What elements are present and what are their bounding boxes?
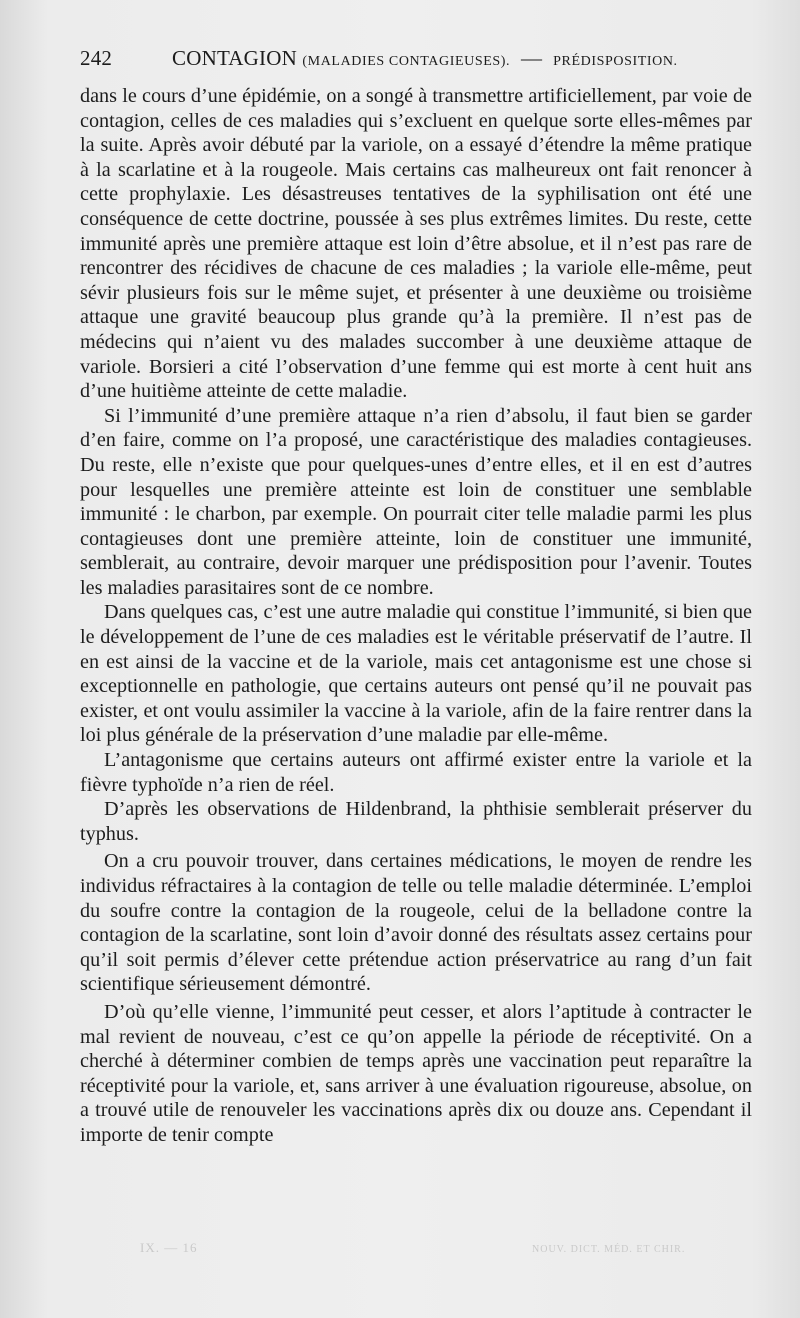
running-header — [80, 46, 752, 76]
paragraph: L’antagonisme que certains auteurs ont affirmé exister entre la variole et la fièvre typhoïde n’a rien de réel. — [80, 749, 752, 796]
title-sub: (MALADIES CONTAGIEUSES). — [302, 54, 511, 69]
section-title: PRÉDISPOSITION. — [553, 54, 678, 69]
title-main: CONTAGION — [172, 46, 297, 70]
paragraph: Dans quelques cas, c’est une autre maladie qui constitue l’immunité, si bien que le développement de l’une de ces maladies est le véritable préservatif de l’autre. Il en est ainsi de la vaccine et de la variole, mais cet antagonisme est une chose si exceptionnelle en pathologie, que certains auteurs ont pensé qu’il ne pouvait pas exister, et ont voulu assimiler la vaccine à la variole, afin de la faire rentrer dans la loi plus générale de la préservation d’une maladie par elle-même. — [80, 601, 752, 747]
running-title — [172, 46, 678, 71]
signature-mark: IX. — 16 — [140, 1240, 198, 1255]
paragraph: D’où qu’elle vienne, l’immunité peut cesser, et alors l’aptitude à contracter le mal revient de nouveau, c’est ce qu’on appelle la période de réceptivité. On a cherché à déterminer combien de temps après une vaccination peut reparaître la réceptivité pour la variole, et, sans arriver à une évaluation rigoureuse, absolue, on a trouvé utile de renouveler les vaccinations après dix ou douze ans. Cependant il importe de tenir compte — [80, 1000, 752, 1146]
publisher-line: NOUV. DICT. MÉD. ET CHIR. — [532, 1244, 686, 1255]
paragraph: Si l’immunité d’une première attaque n’a rien d’absolu, il faut bien se garder d’en faire, comme on l’a proposé, une caractéristique des maladies contagieuses. Du reste, elle n’existe que pour quelques-unes d’entre elles, et il en est d’autres pour lesquelles une première atteinte est loin de constituer une semblable immunité : le charbon, par exemple. On pourrait citer telle maladie parmi les plus contagieuses dont une première atteinte, loin de constituer une immunité, semblerait, au contraire, devoir marquer une prédisposition pour l’avenir. Toutes les maladies parasitaires sont de ce nombre. — [80, 404, 752, 599]
page-number: 242 — [80, 46, 113, 70]
paragraph: On a cru pouvoir trouver, dans certaines médications, le moyen de rendre les individus réfractaires à la contagion de telle ou telle maladie déterminée. L’emploi du soufre contre la contagion de la rougeole, celui de la belladone contre la contagion de la scarlatine, sont loin d’avoir donné des résultats assez certains pour qu’il soit permis d’élever cette prétendue action préservatrice au rang d’un fait scientifique sérieusement démontré. — [80, 850, 752, 996]
paragraph: D’après les observations de Hildenbrand, la phthisie semblerait préserver du typhus. — [80, 798, 752, 845]
title-dash: — — [521, 46, 543, 70]
paragraph: dans le cours d’une épidémie, on a songé à transmettre artificiellement, par voie de contagion, celles de ces maladies qui s’excluent en quelque sorte elles-mêmes par la suite. Après avoir débuté par la variole, on a essayé d’étendre la même pratique à la scarlatine et à la rougeole. Mais certains cas malheureux ont fait renoncer à cette prophylaxie. Les désastreuses tentatives de la syphilisation ont été une conséquence de cette doctrine, poussée à ses plus extrêmes limites. Du reste, cette immunité après une première attaque est loin d’être absolue, et il n’est pas rare de rencontrer des récidives de chacune de ces maladies ; la variole elle-même, peut sévir plusieurs fois sur le même sujet, et présenter à une deuxième ou troisième attaque une gravité beaucoup plus grande qu’à la première. Il n’est pas de médecins qui n’aient vu des malades succomber à une deuxième attaque de variole. Borsieri a cité l’observation d’une femme qui est morte à cent huit ans d’une huitième atteinte de cette maladie. — [80, 85, 752, 403]
body-text — [80, 84, 752, 1148]
